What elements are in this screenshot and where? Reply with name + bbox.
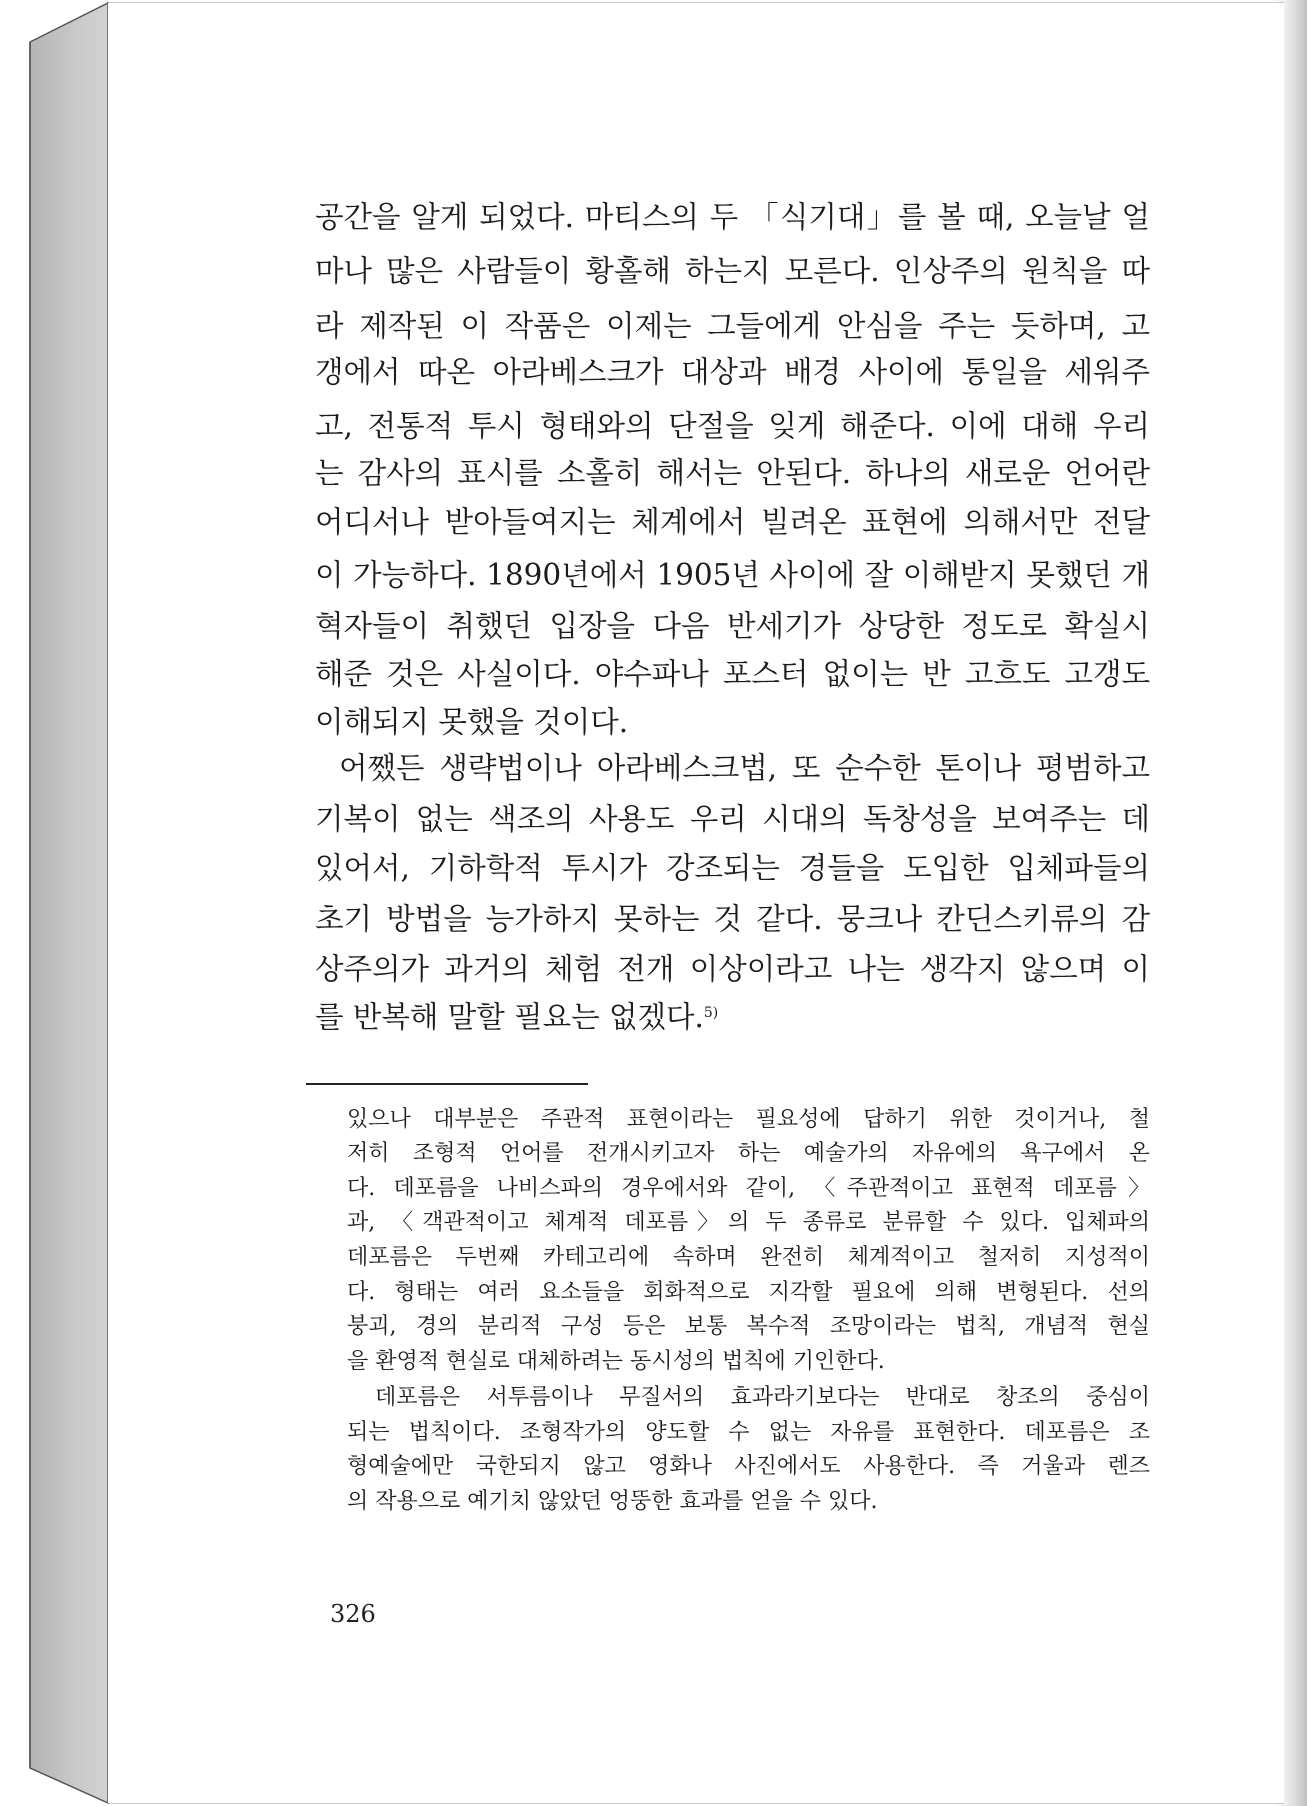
body-line: 라 제작된 이 작품은 이제는 그들에게 안심을 주는 듯하며, 고 xyxy=(315,309,1150,343)
footnote-line: 있으나 대부분은 주관적 표현이라는 필요성에 답하기 위한 것이거나, 철 xyxy=(347,1107,1150,1132)
body-line: 기복이 없는 색조의 사용도 우리 시대의 독창성을 보여주는 데 xyxy=(315,802,1150,836)
body-line: 어쨌든 생략법이나 아라베스크법, 또 순수한 톤이나 평범하고 xyxy=(339,751,1150,785)
footnote-line: 되는 법칙이다. 조형작가의 양도할 수 없는 자유를 표현한다. 데포름은 조 xyxy=(347,1420,1150,1445)
body-line: 혁자들이 취했던 입장을 다음 반세기가 상당한 정도로 확실시 xyxy=(315,609,1150,643)
book-spine xyxy=(30,3,108,1803)
body-line: 갱에서 따온 아라베스크가 대상과 배경 사이에 통일을 세워주 xyxy=(315,355,1150,389)
body-line: 이해되지 못했을 것이다. xyxy=(315,705,629,739)
footnote-line: 과, 〈객관적이고 체계적 데포름〉의 두 종류로 분류할 수 있다. 입체파의 xyxy=(347,1210,1150,1235)
footnote-line: 의 작용으로 예기치 않았던 엉뚱한 효과를 얻을 수 있다. xyxy=(347,1489,878,1514)
footnote-line: 저히 조형적 언어를 전개시키고자 하는 예술가의 자유에의 욕구에서 온 xyxy=(347,1141,1150,1166)
body-line: 초기 방법을 능가하지 못하는 것 같다. 뭉크나 칸딘스키류의 감 xyxy=(315,902,1150,936)
body-line: 공간을 알게 되었다. 마티스의 두 「식기대」를 볼 때, 오늘날 얼 xyxy=(315,200,1150,234)
body-line-last xyxy=(315,997,1150,1037)
footnote-rule xyxy=(306,1083,588,1085)
body-line: 상주의가 과거의 체험 전개 이상이라고 나는 생각지 않으며 이 xyxy=(315,952,1150,986)
body-line: 이 가능하다. 1890년에서 1905년 사이에 잘 이해받지 못했던 개 xyxy=(315,558,1150,592)
footnote-line: 데포름은 서투름이나 무질서의 효과라기보다는 반대로 창조의 중심이 xyxy=(375,1385,1150,1410)
body-line: 고, 전통적 투시 형태와의 단절을 잊게 해준다. 이에 대해 우리 xyxy=(315,409,1150,443)
body-line: 는 감사의 표시를 소홀히 해서는 안된다. 하나의 새로운 언어란 xyxy=(315,456,1150,490)
body-line-text: 를 반복해 말할 필요는 없겠다. xyxy=(315,1000,704,1034)
footnote-line: 형예술에만 국한되지 않고 영화나 사진에서도 사용한다. 즉 거울과 렌즈 xyxy=(347,1454,1150,1479)
footnote-line: 데포름은 두번째 카테고리에 속하며 완전히 체계적이고 철저히 지성적이 xyxy=(347,1245,1150,1270)
footnote-line: 붕괴, 경의 분리적 구성 등은 보통 복수적 조망이라는 법칙, 개념적 현실 xyxy=(347,1314,1150,1339)
footnote-marker: 5) xyxy=(703,1005,719,1021)
body-line: 어디서나 받아들여지는 체계에서 빌려온 표현에 의해서만 전달 xyxy=(315,505,1150,539)
body-line: 있어서, 기하학적 투시가 강조되는 경들을 도입한 입체파들의 xyxy=(315,851,1150,885)
body-line: 해준 것은 사실이다. 야수파나 포스터 없이는 반 고흐도 고갱도 xyxy=(315,657,1150,691)
body-line: 마나 많은 사람들이 황홀해 하는지 모른다. 인상주의 원칙을 따 xyxy=(315,254,1150,288)
footnote-line: 다. 데포름을 나비스파의 경우에서와 같이, 〈주관적이고 표현적 데포름〉 xyxy=(347,1176,1150,1201)
footnote-line: 을 환영적 현실로 대체하려는 동시성의 법칙에 기인한다. xyxy=(347,1349,885,1374)
page-number: 326 xyxy=(330,1600,376,1628)
footnote-line: 다. 형태는 여러 요소들을 회화적으로 지각할 필요에 의해 변형된다. 선의 xyxy=(347,1280,1150,1305)
